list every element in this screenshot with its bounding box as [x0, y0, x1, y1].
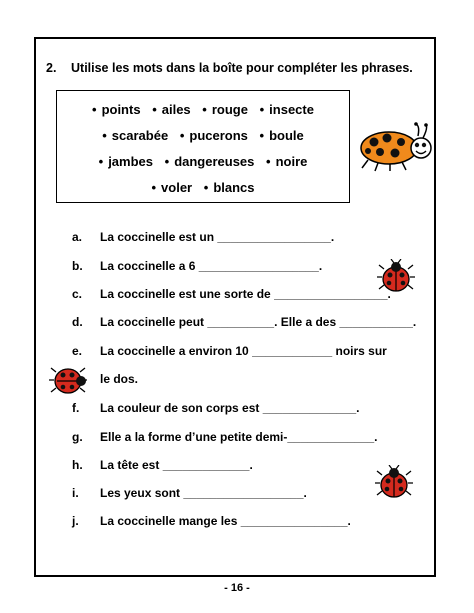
item-letter: a.: [72, 230, 83, 244]
sentence-item: La coccinelle a environ 10 ____________ noirs sur: [100, 344, 387, 358]
item-letter: c.: [72, 287, 83, 301]
word-row: [57, 180, 349, 195]
word-item: • boule: [259, 128, 304, 143]
word-item: • noire: [266, 154, 308, 169]
sentence-item: Les yeux sont __________________.: [100, 486, 307, 500]
item-letter: e.: [72, 344, 83, 358]
item-letter: f.: [72, 401, 80, 415]
smiling-ladybug-icon: [356, 122, 434, 172]
word-item: • jambes: [98, 154, 153, 169]
page-number: - 16 -: [224, 582, 250, 594]
word-row: [57, 102, 349, 117]
sentence-item: La coccinelle mange les ________________.: [100, 514, 351, 528]
item-letter: h.: [72, 458, 83, 472]
item-letter: i.: [72, 486, 79, 500]
word-item: • dangereuses: [164, 154, 255, 169]
item-letter: j.: [72, 514, 79, 528]
ladybug-icon: [374, 465, 414, 501]
word-row: [57, 154, 349, 169]
item-letter: b.: [72, 259, 83, 273]
word-item: • insecte: [259, 102, 314, 117]
question-number: 2.: [46, 61, 57, 75]
word-item: • blancs: [203, 180, 255, 195]
question-instruction: Utilise les mots dans la boîte pour compléter les phrases.: [71, 61, 413, 75]
sentence-item: La coccinelle est une sorte de _________________.: [100, 287, 391, 301]
sentence-item-continuation: le dos.: [100, 372, 139, 386]
word-item: • rouge: [202, 102, 248, 117]
word-item: • voler: [151, 180, 193, 195]
word-item: • pucerons: [179, 128, 248, 143]
item-letter: d.: [72, 315, 83, 329]
sentence-item: La couleur de son corps est ______________.: [100, 401, 360, 415]
sentence-item: La coccinelle a 6 __________________.: [100, 259, 323, 273]
word-item: • scarabée: [102, 128, 169, 143]
sentence-item: La coccinelle peut __________. Elle a des ___________.: [100, 315, 417, 329]
word-item: • points: [92, 102, 141, 117]
word-row: [57, 128, 349, 143]
word-box: [56, 90, 350, 203]
sentence-item: La coccinelle est un _________________.: [100, 230, 335, 244]
word-item: • ailes: [152, 102, 191, 117]
sentence-item: Elle a la forme d’une petite demi-_____________.: [100, 430, 378, 444]
item-letter: g.: [72, 430, 83, 444]
sentence-item: La tête est _____________.: [100, 458, 253, 472]
ladybug-icon: [48, 362, 88, 398]
